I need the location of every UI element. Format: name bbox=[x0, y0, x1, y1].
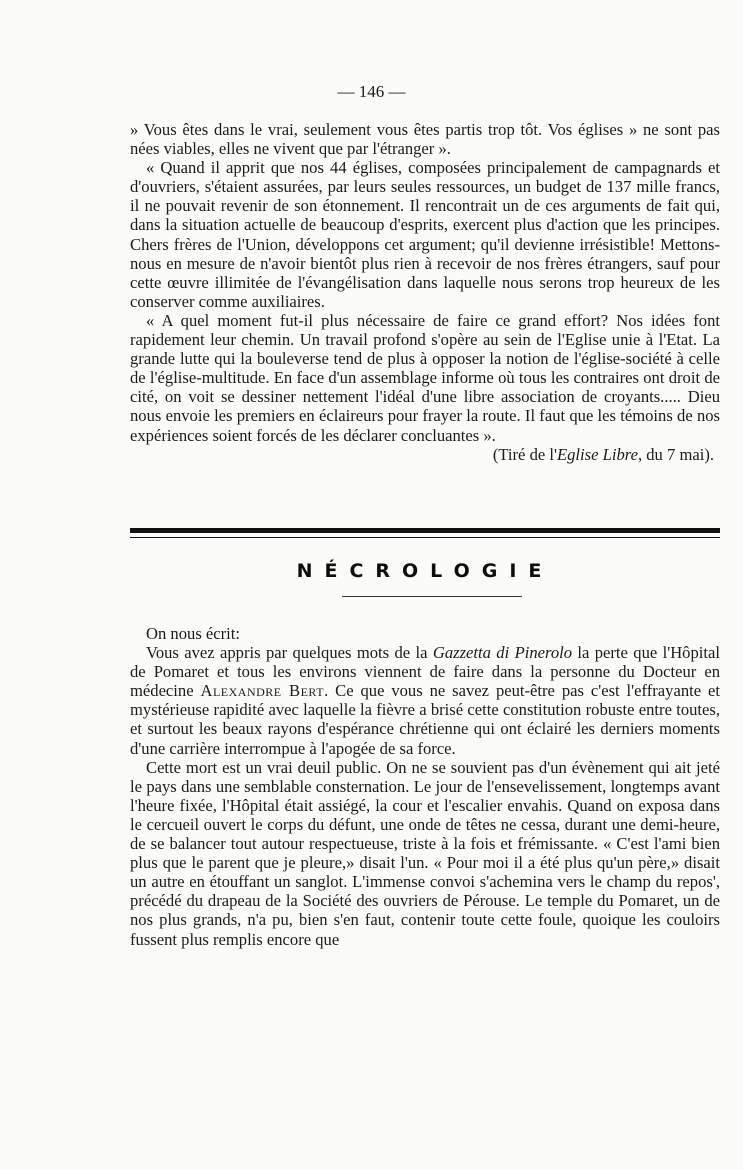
letter-paragraph: « A quel moment fut-il plus nécessaire de faire ce grand effort? Nos idées font rapidement leur chemin. Un travail profond s'opère au sein de l'Eglise unie à l'Etat. La grande lutte qui la bouleverse tend de plus à opposer la notion de l'église-société à celle de l'église-multitude. En face d'un assemblage informe où tous les contraires ont droit de cité, on voit se dessiner nettement l'idéal d'une libre association de croyants..... Dieu nous envoie les premiers en éclaireurs pour frayer la route. Il faut que les témoins de nos expériences soient forcés de les déclarer concluantes ». bbox=[130, 310, 720, 445]
section-title: NÉCROLOGIE bbox=[296, 560, 554, 582]
necrology-article bbox=[130, 624, 720, 949]
section-divider-thick bbox=[130, 528, 720, 533]
newspaper-title: Gazzetta di Pinerolo bbox=[432, 643, 573, 663]
source-suffix: , du 7 mai). bbox=[637, 444, 714, 464]
page-number: — 146 — bbox=[337, 82, 406, 101]
source-title: Eglise Libre bbox=[556, 444, 638, 464]
letter-paragraph: » Vous êtes dans le vrai, seulement vous êtes partis trop tôt. Vos églises » ne sont pas nées viables, elles ne vivent que par l'étranger ». bbox=[130, 120, 720, 159]
paragraph-text: la perte que l'Hôpital de Pomaret et tous les environs viennent de faire dans la personne du Docteur en médecine bbox=[130, 643, 720, 701]
article-paragraph bbox=[130, 643, 720, 758]
source-citation bbox=[130, 445, 720, 464]
title-underline bbox=[342, 596, 522, 597]
paragraph-text: Vous avez appris par quelques mots de la bbox=[146, 643, 433, 663]
paragraph-text: . Ce que vous ne savez peut-être pas c'est l'effrayante et mystérieuse rapidité avec laquelle la fièvre a brisé cette constitution robuste entre toutes, et surtout les beaux rayons d'espérance chrétienne qui ont éclairé les derniers moments d'une carrière interrompue à l'apogée de sa force. bbox=[130, 681, 720, 758]
article-paragraph: Cette mort est un vrai deuil public. On ne se souvient pas d'un évènement qui ait jeté le pays dans une semblable consternation. Le jour de l'ensevelissement, longtemps avant l'heure fixée, l'Hôpital était assiégé, la cour et l'escalier envahis. Quand on exposa dans le cercueil ouvert le corps du défunt, une onde de têtes ne cessa, durant une demi-heure, de se balancer tout autour respectueuse, triste à la fois et frémissante. « C'est l'ami bien plus que le parent que je pleure,» disait l'un. « Pour moi il a été plus qu'un père,» disait un autre en étouffant un sanglot. L'immense convoi s'achemina vers le champ du repos', précédé du drapeau de la Société des ouvriers de Pérouse. Le temple du Pomaret, un de nos plus grands, n'a pu, bien s'en faut, contenir toute cette foule, quoique les couloirs fussent plus remplis encore que bbox=[130, 757, 720, 949]
letter-paragraph: « Quand il apprit que nos 44 églises, composées principalement de campagnards et d'ouvriers, s'étaient assurées, par leurs seules ressources, un budget de 137 mille francs, il ne pouvait revenir de son étonnement. Il rencontrait un de ces arguments de fait qui, dans la situation actuelle de beaucoup d'esprits, exercent plus d'action que les principes. Chers frères de l'Union, développons cet argument; qu'il devienne irrésistible! Mettons-nous en mesure de n'avoir bientôt plus rien à recevoir de nos frères étrangers, sauf pour cette œuvre illimitée de l'évangélisation dans laquelle nous serons trop heureux de les conserver comme auxiliaires. bbox=[130, 158, 720, 311]
letter-excerpt bbox=[130, 120, 720, 464]
source-prefix: (Tiré de l' bbox=[492, 444, 557, 464]
article-intro: On nous écrit: bbox=[146, 624, 241, 643]
section-divider-thin bbox=[130, 537, 720, 538]
person-name: Alexandre Bert bbox=[200, 681, 325, 701]
